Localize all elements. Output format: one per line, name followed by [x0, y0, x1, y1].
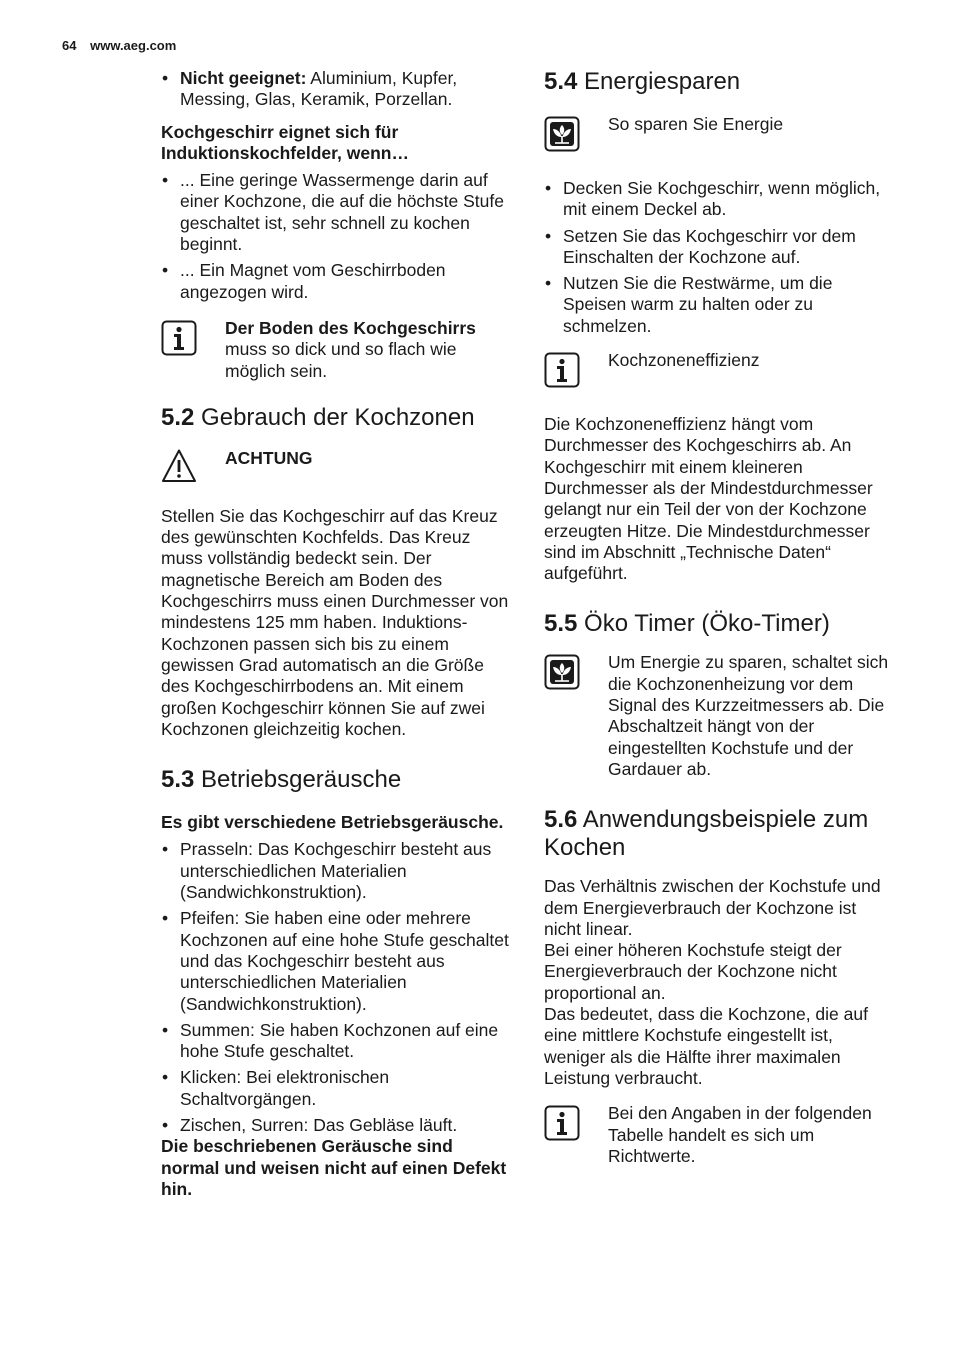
right-column: [544, 68, 896, 1167]
list-item: • Decken Sie Kochgeschirr, wenn möglich, mit einem Deckel ab.: [544, 178, 896, 221]
bold-label: Nicht geeignet:: [180, 68, 307, 88]
section-number: 5.2: [161, 403, 195, 431]
section-body-para: Bei einer höheren Kochstufe steigt der Energieverbrauch der Kochzone nicht proportional an.: [544, 940, 842, 1003]
section-body: Stellen Sie das Kochgeschirr auf das Kreuz des gewünschten Kochfelds. Das Kreuz muss vollständig bedeckt sein. Der magnetische Bereich am Boden des Kochgeschirrs muss einen Durchmesser von mindestens 125 mm haben. Induktions-Kochzonen passen sich bis zu einem gewissen Grad automatisch an die Größe des Kochgeschirrbodens an. Mit einem großen Kochgeschirr können Sie auf zwei Kochzonen gleichzeitig kochen.: [161, 505, 509, 739]
section-heading-5-4: [544, 68, 896, 96]
eco-note: [544, 114, 896, 152]
list-item: • Prasseln: Das Kochgeschirr besteht aus unterschiedlichen Materialien (Sandwichkonstruktion).: [161, 839, 513, 903]
list-item: • ... Eine geringe Wassermenge darin auf einer Kochzone, die auf die höchste Stufe geschaltet ist, sehr schnell zu kochen beginnt.: [161, 170, 513, 255]
section-title: Gebrauch der Kochzonen: [201, 403, 475, 431]
list-item: • Klicken: Bei elektronischen Schaltvorgängen.: [161, 1067, 513, 1110]
note-text: [225, 318, 513, 382]
eco-note: [544, 652, 896, 780]
material-list: [161, 68, 513, 111]
section-body-para: Das bedeutet, dass die Kochzone, die auf eine mittlere Kochstufe eingestellt ist, weniger als die Hälfte ihrer maximalen Leistung verbraucht.: [544, 1004, 868, 1088]
eco-icon: [544, 654, 580, 690]
section-body-para: Das Verhältnis zwischen der Kochstufe und dem Energieverbrauch der Kochzone ist nicht linear.: [544, 876, 881, 939]
list-item: • Summen: Sie haben Kochzonen auf eine hohe Stufe geschaltet.: [161, 1020, 513, 1063]
section-title: Öko Timer (Öko-Timer): [584, 610, 830, 638]
list-item: • Setzen Sie das Kochgeschirr vor dem Einschalten der Kochzone auf.: [544, 226, 896, 269]
list-item: [161, 68, 513, 111]
noise-intro: Es gibt verschiedene Betriebsgeräusche.: [161, 812, 504, 833]
section-heading-5-3: [161, 766, 513, 794]
cookware-list: [161, 170, 513, 303]
eco-icon: [544, 116, 580, 152]
warning-icon: [161, 448, 197, 484]
section-number: 5.6: [544, 806, 578, 834]
energy-list: [544, 178, 896, 337]
note-bold: Der Boden des Kochgeschirrs: [225, 317, 476, 338]
noise-list: [161, 839, 513, 1136]
note-text: So sparen Sie Energie: [608, 114, 784, 134]
item-text: Aluminium, Kupfer, Messing, Glas, Keramik, Porzellan.: [180, 68, 458, 110]
info-note: [161, 318, 513, 382]
info-note: [544, 350, 896, 388]
section-heading-5-6: [544, 806, 896, 862]
section-heading-5-2: [161, 404, 513, 432]
page-header: [62, 38, 176, 53]
section-number: 5.3: [161, 766, 195, 794]
info-icon: [161, 320, 197, 356]
info-note: [544, 1103, 896, 1167]
section-number: 5.5: [544, 610, 578, 638]
note-text: Kochzoneneffizienz: [608, 350, 760, 371]
warning-note: [161, 446, 513, 484]
section-body: Die Kochzoneneffizienz hängt vom Durchmesser des Kochgeschirrs ab. An Kochgeschirr mit einem kleineren Durchmesser als der Mindestdurchmesser gelangt nur ein Teil der von der Kochzone erzeugten Hitze. Die Mindestdurchmesser sind im Abschnitt „Technische Daten“ aufgeführt.: [544, 414, 873, 584]
site-url: www.aeg.com: [90, 38, 177, 53]
note-text: Bei den Angaben in der folgenden Tabelle handelt es sich um Richtwerte.: [608, 1103, 872, 1166]
note-text: Um Energie zu sparen, schaltet sich die Kochzonenheizung vor dem Signal des Kurzzeitmessers ab. Die Abschaltzeit hängt von der eingestellten Kochstufe und der Gardauer ab.: [608, 652, 889, 779]
page-number: 64: [62, 38, 77, 53]
section-title: Anwendungsbeispiele zum Kochen: [544, 806, 869, 862]
info-icon: [544, 352, 580, 388]
warning-label: ACHTUNG: [225, 447, 313, 468]
list-item: • ... Ein Magnet vom Geschirrboden angezogen wird.: [161, 260, 513, 303]
list-item: • Pfeifen: Sie haben eine oder mehrere Kochzonen auf eine hohe Stufe geschaltet und das Kochgeschirr besteht aus unterschiedlichen Materialien (Sandwichkonstruktion).: [161, 908, 513, 1014]
section-number: 5.4: [544, 68, 578, 95]
noise-closing: Die beschriebenen Geräusche sind normal und weisen nicht auf einen Defekt hin.: [161, 1136, 507, 1199]
list-item: • Zischen, Surren: Das Gebläse läuft.: [161, 1115, 513, 1136]
cookware-heading: Kochgeschirr eignet sich für Induktionskochfelder, wenn…: [161, 121, 409, 163]
note-rest: muss so dick und so flach wie möglich sein.: [225, 339, 457, 381]
left-column: [161, 68, 513, 1200]
section-heading-5-5: [544, 610, 896, 638]
section-title: Energiesparen: [584, 68, 741, 95]
section-title: Betriebsgeräusche: [201, 766, 402, 794]
list-item: • Nutzen Sie die Restwärme, um die Speisen warm zu halten oder zu schmelzen.: [544, 273, 896, 337]
info-icon: [544, 1105, 580, 1141]
